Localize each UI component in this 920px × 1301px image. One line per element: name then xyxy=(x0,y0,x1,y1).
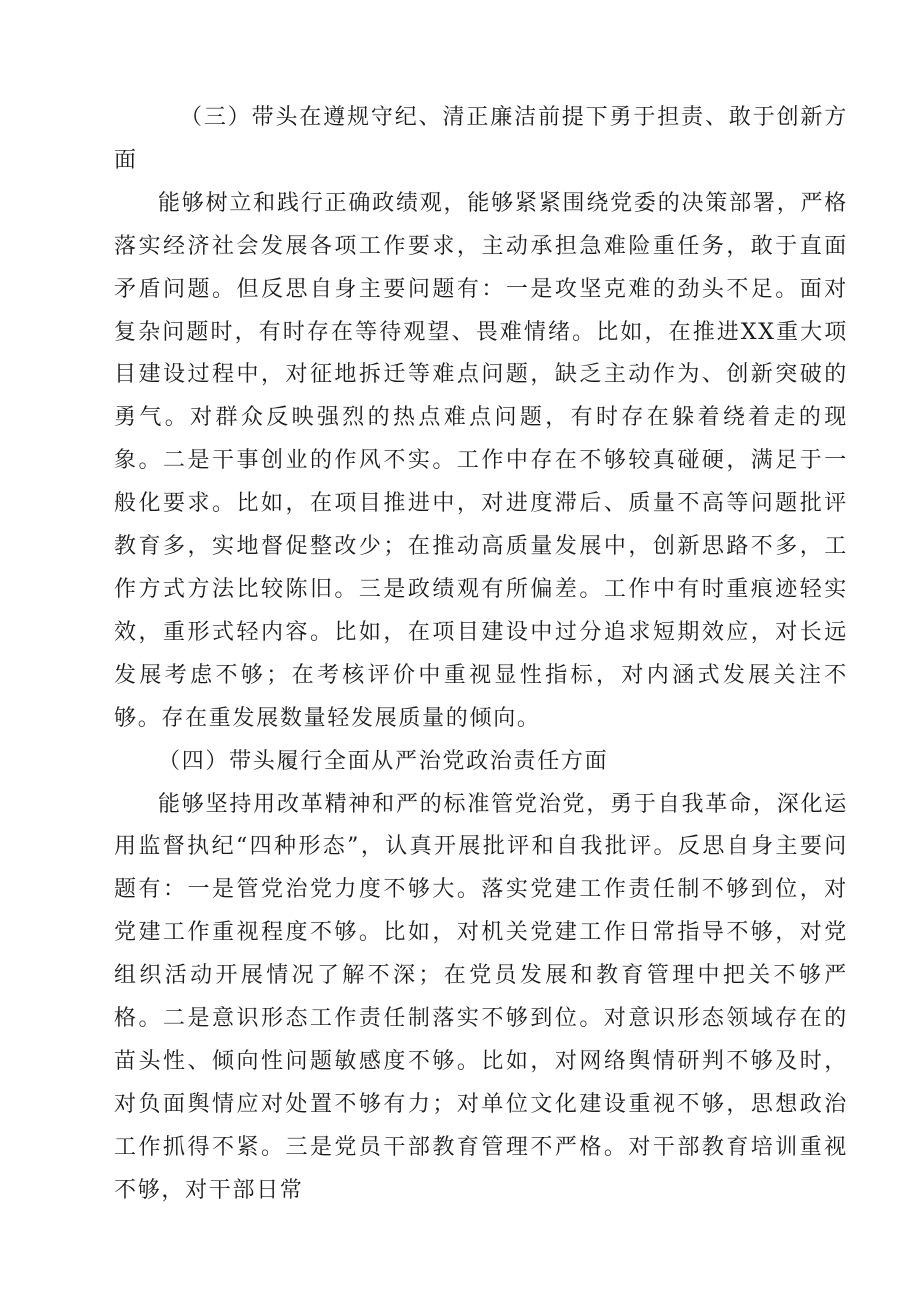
document-body xyxy=(114,97,848,1213)
section-4-heading: （四）带头履行全面从严治党政治责任方面 xyxy=(158,748,609,774)
section-3-heading: （三）带头在遵规守纪、清正廉洁前提下勇于担责、敢于创新方面 xyxy=(114,105,848,173)
section-3-paragraph: 能够树立和践行正确政绩观，能够紧紧围绕党委的决策部署，严格落实经济社会发展各项工作要求，主动承担急难险重任务，敢于直面矛盾问题。但反思自身主要问题有：一是攻坚克难的劲头不足。面对复杂问题时，有时存在等待观望、畏难情绪。比如，在推进XX重大项目建设过程中，对征地拆迁等难点问题，缺乏主动作为、创新突破的勇气。对群众反映强烈的热点难点问题，有时存在躲着绕着走的现象。二是干事创业的作风不实。工作中存在不够较真碰硬，满足于一般化要求。比如，在项目推进中，对进度滞后、质量不高等问题批评教育多，实地督促整改少；在推动高质量发展中，创新思路不多，工作方式方法比较陈旧。三是政绩观有所偏差。工作中有时重痕迹轻实效，重形式轻内容。比如，在项目建设中过分追求短期效应，对长远发展考虑不够；在考核评价中重视显性指标，对内涵式发展关注不够。存在重发展数量轻发展质量的倾向。 xyxy=(114,190,848,731)
section-4-paragraph: 能够坚持用改革精神和严的标准管党治党，勇于自我革命，深化运用监督执纪“四种形态”，认真开展批评和自我批评。反思自身主要问题有：一是管党治党力度不够大。落实党建工作责任制不够到位，对党建工作重视程度不够。比如，对机关党建工作日常指导不够，对党组织活动开展情况了解不深；在党员发展和教育管理中把关不够严格。二是意识形态工作责任制落实不够到位。对意识形态领域存在的苗头性、倾向性问题敏感度不够。比如，对网络舆情研判不够及时，对负面舆情应对处置不够有力；对单位文化建设重视不够，思想政治工作抓得不紧。三是党员干部教育管理不严格。对干部教育培训重视不够，对干部日常 xyxy=(114,791,848,1203)
